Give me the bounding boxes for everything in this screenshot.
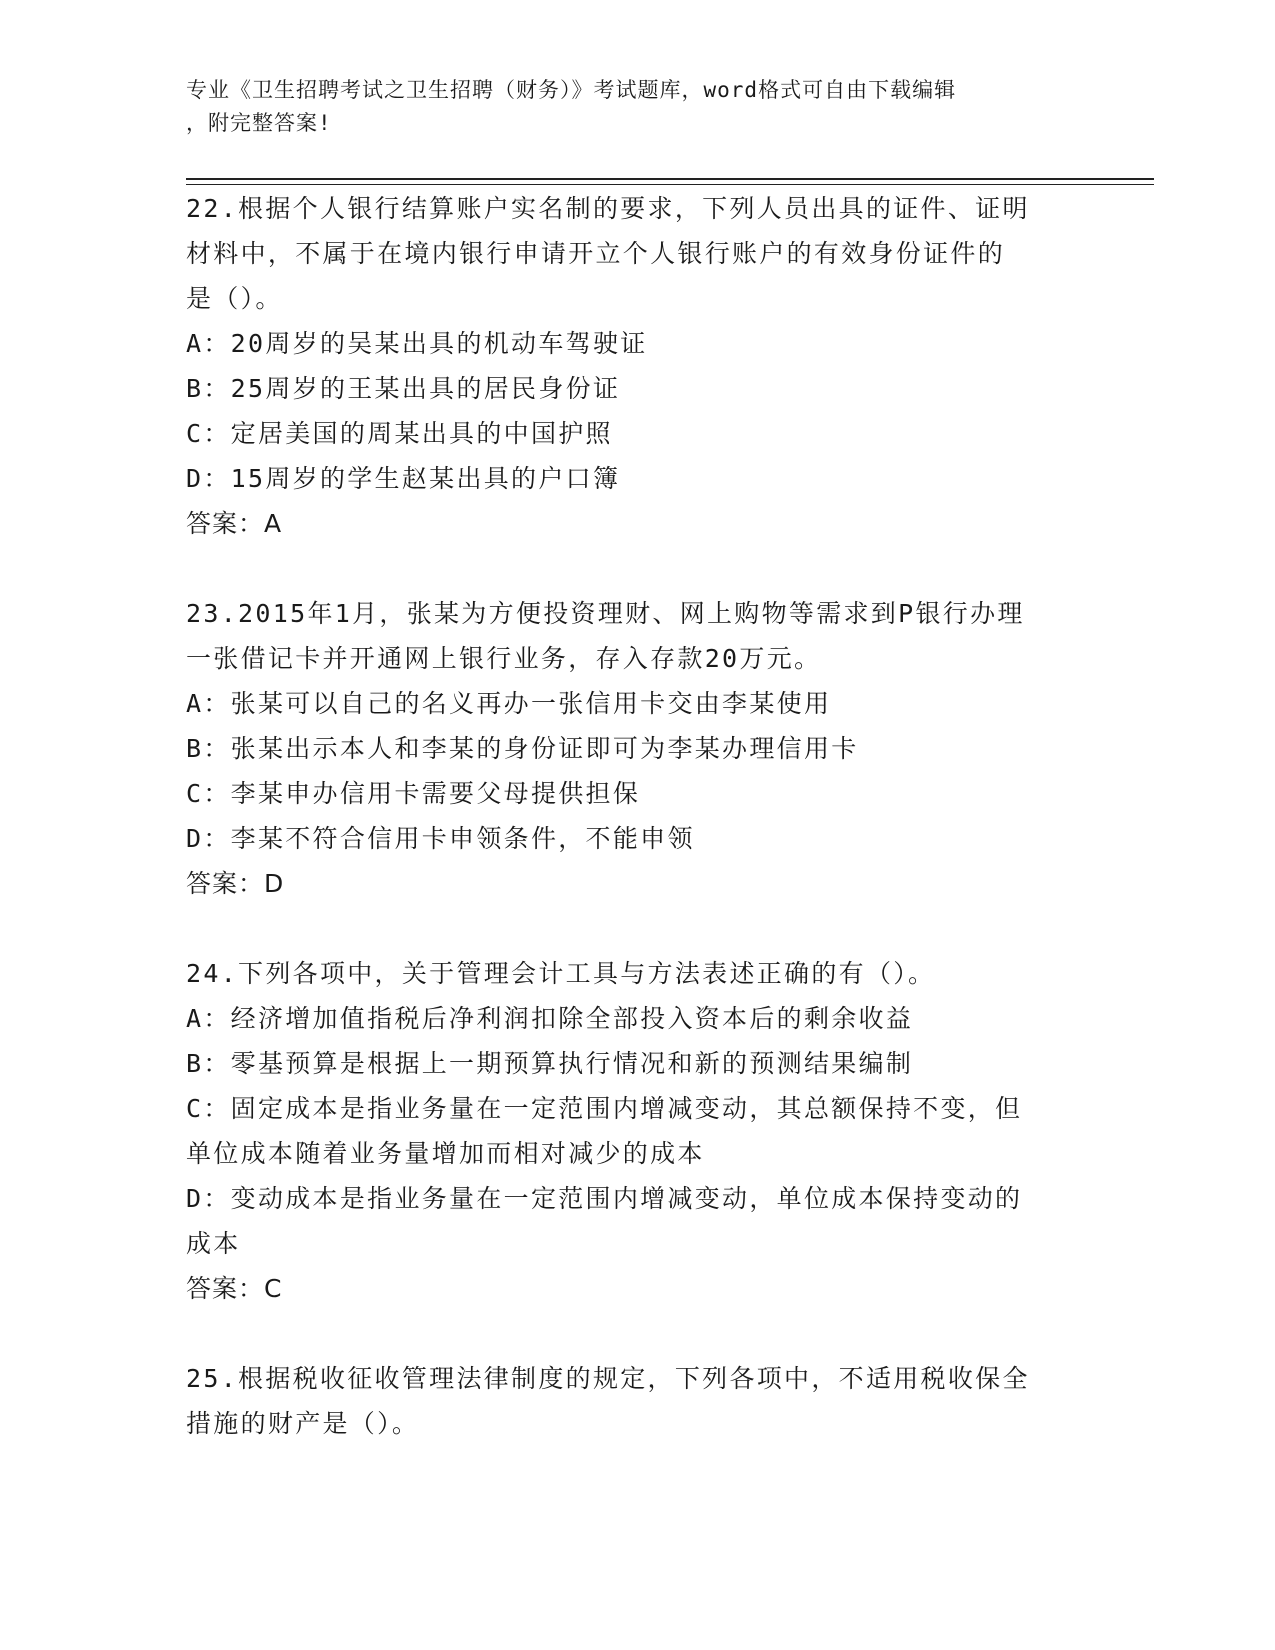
answer-option-line: B：张某出示本人和李某的身份证即可为李某办理信用卡 [186,734,859,763]
answer-option-line: A：张某可以自己的名义再办一张信用卡交由李某使用 [186,689,832,718]
answer-option-line: D：李某不符合信用卡申领条件，不能申领 [186,824,695,853]
question-spacer [186,546,1086,591]
answer-option-line: D：变动成本是指业务量在一定范围内增减变动，单位成本保持变动的 [186,1184,1023,1213]
header-line-2: ，附完整答案! [186,111,332,135]
question-block [186,186,1086,546]
question-block [186,1356,1086,1446]
answer-option-line: B：零基预算是根据上一期预算执行情况和新的预测结果编制 [186,1049,914,1078]
answer-key: 答案：D [186,869,285,898]
answer-option-line: 成本 [186,1229,241,1258]
question-list [186,186,1086,1446]
question-block [186,591,1086,906]
question-stem-line: 一张借记卡并开通网上银行业务，存入存款20万元。 [186,644,822,673]
answer-option-line: C：定居美国的周某出具的中国护照 [186,419,613,448]
question-stem-line: 24.下列各项中，关于管理会计工具与方法表述正确的有（）。 [186,959,936,988]
question-block [186,951,1086,1311]
question-stem-line: 25.根据税收征收管理法律制度的规定，下列各项中，不适用税收保全 [186,1364,1030,1393]
header-rule-thick [186,178,1154,180]
question-stem-line: 是（）。 [186,284,283,313]
document-header [186,74,1066,140]
header-line-1: 专业《卫生招聘考试之卫生招聘（财务）》考试题库，word格式可自由下载编辑 [186,78,957,102]
answer-option-line: B：25周岁的王某出具的居民身份证 [186,374,621,403]
answer-key: 答案：C [186,1274,283,1303]
question-stem-line: 22.根据个人银行结算账户实名制的要求，下列人员出具的证件、证明 [186,194,1030,223]
question-spacer [186,1311,1086,1356]
question-stem-line: 23.2015年1月，张某为方便投资理财、网上购物等需求到P银行办理 [186,599,1025,628]
answer-option-line: 单位成本随着业务量增加而相对减少的成本 [186,1139,705,1168]
answer-option-line: A：经济增加值指税后净利润扣除全部投入资本后的剩余收益 [186,1004,914,1033]
answer-option-line: C：固定成本是指业务量在一定范围内增减变动，其总额保持不变，但 [186,1094,1023,1123]
answer-key: 答案：A [186,509,283,538]
question-spacer [186,906,1086,951]
question-stem-line: 措施的财产是（）。 [186,1409,420,1438]
answer-option-line: C：李某申办信用卡需要父母提供担保 [186,779,641,808]
answer-option-line: A：20周岁的吴某出具的机动车驾驶证 [186,329,648,358]
header-rule-thin [186,184,1154,185]
answer-option-line: D：15周岁的学生赵某出具的户口簿 [186,464,621,493]
question-stem-line: 材料中，不属于在境内银行申请开立个人银行账户的有效身份证件的 [186,239,1006,268]
